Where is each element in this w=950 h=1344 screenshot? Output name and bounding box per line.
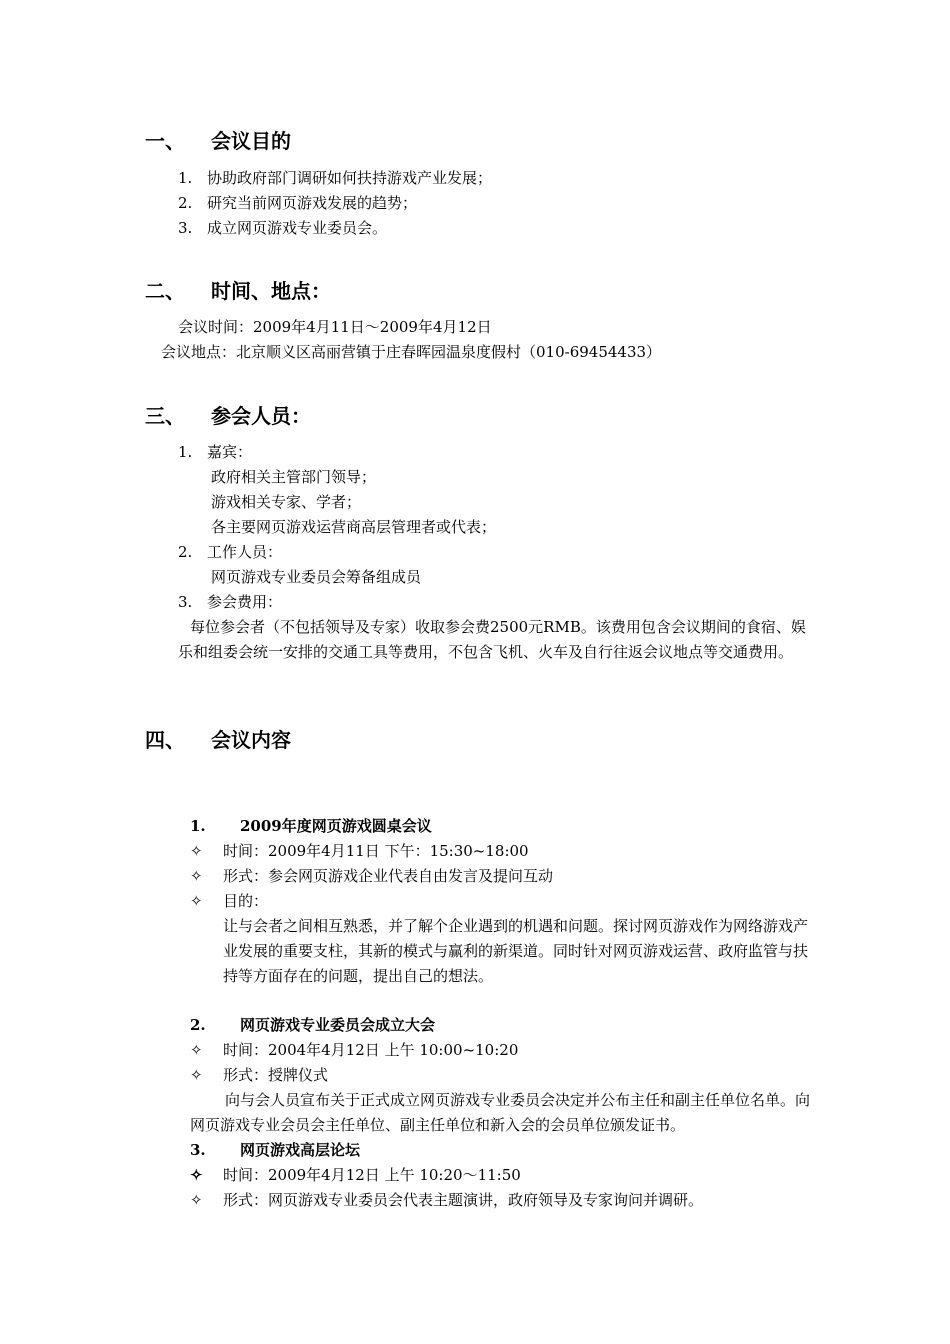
diamond-bullet-icon: ✧ bbox=[190, 867, 203, 885]
section-2-title: 时间、地点： bbox=[211, 279, 331, 303]
s1-item-3-text: 成立网页游戏专业委员会。 bbox=[207, 219, 388, 237]
guest-line: 政府相关主管部门领导； bbox=[211, 468, 377, 486]
meeting-time: 会议时间：2009年4月11日～2009年4月12日 bbox=[178, 318, 492, 336]
staff-line: 网页游戏专业委员会筹备组成员 bbox=[211, 568, 422, 586]
section-1-title: 会议目的 bbox=[211, 129, 291, 153]
s1-item-2-number: 2. bbox=[178, 194, 193, 212]
item-3-title: 网页游戏高层论坛 bbox=[240, 1141, 361, 1159]
section-4-title: 会议内容 bbox=[211, 728, 291, 752]
item-1-goal-text: 让与会者之间相互熟悉，并了解个企业遇到的机遇和问题。探讨网页游戏作为网络游戏产业发展的重要支柱，其新的模式与赢利的新渠道。同时针对网页游戏运营、政府监管与扶持等方面存在的问题，提出自己的想法。 bbox=[223, 917, 809, 985]
section-1-number: 一、 bbox=[145, 129, 185, 153]
guest-line: 各主要网页游戏运营商高层管理者或代表； bbox=[211, 518, 497, 536]
item-1-time: 时间：2009年4月11日 下午：15:30~18:00 bbox=[223, 842, 529, 860]
item-2-time: 时间：2004年4月12日 上午 10:00~10:20 bbox=[223, 1041, 519, 1059]
item-1-form: 形式：参会网页游戏企业代表自由发言及提问互动 bbox=[223, 867, 554, 885]
guest-line: 游戏相关专家、学者； bbox=[211, 493, 362, 511]
item-1-goal-label: 目的： bbox=[223, 892, 269, 910]
s1-item-2-text: 研究当前网页游戏发展的趋势； bbox=[207, 194, 418, 212]
diamond-bullet-icon: ✧ bbox=[190, 1041, 203, 1059]
item-1-title: 2009年度网页游戏圆桌会议 bbox=[240, 817, 432, 835]
section-3-title: 参会人员： bbox=[211, 404, 311, 428]
section-2-number: 二、 bbox=[145, 279, 185, 303]
fee-label: 参会费用： bbox=[207, 593, 283, 611]
item-2-number: 2. bbox=[190, 1016, 206, 1034]
fee-number: 3. bbox=[178, 593, 193, 611]
s1-item-1-number: 1. bbox=[178, 169, 193, 187]
diamond-bullet-icon: ✧ bbox=[190, 842, 203, 860]
item-3-form: 形式：网页游戏专业委员会代表主题演讲，政府领导及专家询问并调研。 bbox=[223, 1191, 704, 1209]
staff-label: 工作人员： bbox=[207, 543, 283, 561]
meeting-place: 会议地点：北京顺义区高丽营镇于庄春晖园温泉度假村（010-69454433） bbox=[161, 343, 662, 361]
fee-paragraph: 每位参会者（不包括领导及专家）收取参会费2500元RMB。该费用包含会议期间的食宿、娱乐和组委会统一安排的交通工具等费用，不包含飞机、火车及自行往返会议地点等交通费用。 bbox=[178, 618, 806, 661]
s1-item-3-number: 3. bbox=[178, 219, 193, 237]
section-4-number: 四、 bbox=[145, 728, 185, 752]
diamond-bullet-icon: ✧ bbox=[190, 1066, 203, 1084]
guests-label: 嘉宾： bbox=[207, 443, 253, 461]
guests-number: 1. bbox=[178, 443, 193, 461]
item-3-time: 时间：2009年4月12日 上午 10:20～11:50 bbox=[223, 1166, 521, 1184]
item-2-description: 向与会人员宣布关于正式成立网页游戏专业委员会决定并公布主任和副主任单位名单。向网页游戏专业会员会主任单位、副主任单位和新入会的会员单位颁发证书。 bbox=[190, 1091, 811, 1134]
diamond-bullet-icon: ✧ bbox=[190, 1191, 203, 1209]
item-1-number: 1. bbox=[190, 817, 206, 835]
diamond-bullet-icon: ✧ bbox=[190, 1166, 203, 1184]
item-2-title: 网页游戏专业委员会成立大会 bbox=[240, 1016, 436, 1034]
staff-number: 2. bbox=[178, 543, 193, 561]
item-2-form: 形式：授牌仪式 bbox=[223, 1066, 329, 1084]
diamond-bullet-icon: ✧ bbox=[190, 892, 203, 910]
section-3-number: 三、 bbox=[145, 404, 185, 428]
s1-item-1-text: 协助政府部门调研如何扶持游戏产业发展； bbox=[207, 169, 493, 187]
item-3-number: 3. bbox=[190, 1141, 206, 1159]
